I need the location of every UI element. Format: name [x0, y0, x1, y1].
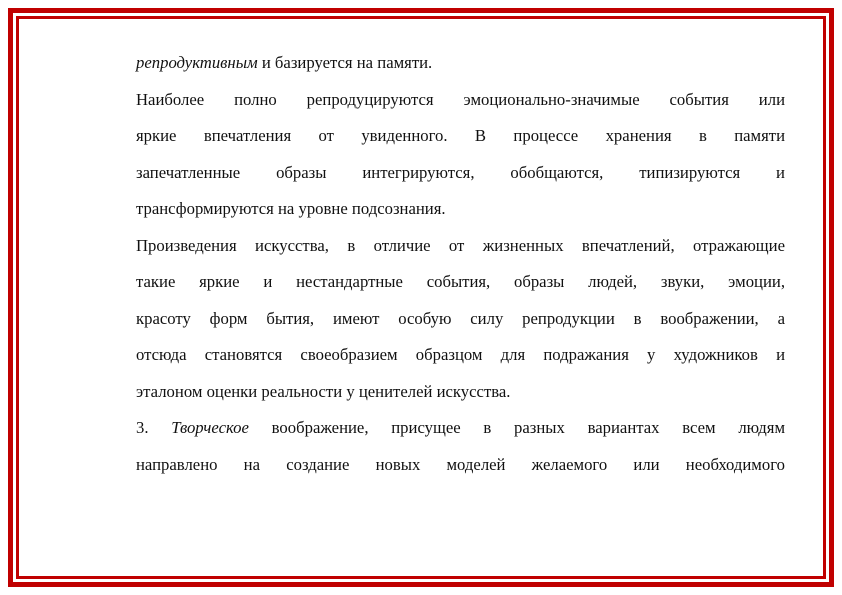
text-line: такие яркие и нестандартные события, образы людей, звуки, эмоции, — [136, 272, 785, 291]
text-line — [136, 45, 785, 82]
text-line: отсюда становятся своеобразием образцом для подражания у художников и — [136, 345, 785, 364]
text-line: яркие впечатления от увиденного. В процессе хранения в памяти — [136, 126, 785, 145]
text-body — [136, 45, 785, 483]
text-line: запечатленные образы интегрируются, обобщаются, типизируются и — [136, 162, 785, 182]
list-number: 3. — [136, 418, 172, 437]
line-text: и базируется на памяти. — [257, 53, 433, 72]
line-text: воображение, присущее в разных вариантах всем людям — [248, 418, 785, 437]
text-line: Произведения искусства, в отличие от жизненных впечатлений, отражающие — [136, 235, 785, 255]
italic-term: Творческое — [171, 418, 249, 437]
text-line: Наиболее полно репродуцируются эмоционально-значимые события или — [136, 89, 785, 109]
text-line: эталоном оценки реальности у ценителей искусства. — [136, 381, 511, 401]
text-line — [136, 410, 785, 447]
text-line: трансформируются на уровне подсознания. — [136, 199, 446, 218]
text-line: направлено на создание новых моделей желаемого или необходимого — [136, 454, 785, 474]
text-line: красоту форм бытия, имеют особую силу репродукции в воображении, а — [136, 308, 785, 328]
italic-term: репродуктивным — [136, 53, 258, 72]
